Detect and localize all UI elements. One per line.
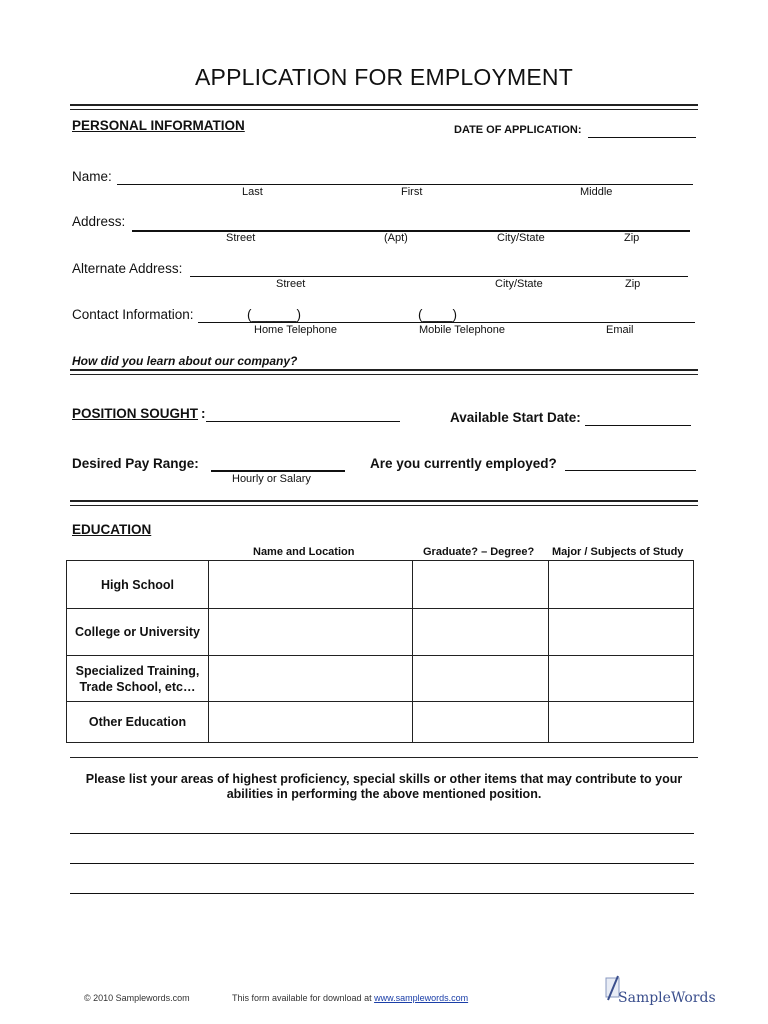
education-row-label: College or University: [67, 609, 209, 656]
currently-employed-label: Are you currently employed?: [370, 456, 557, 471]
name-label: Name:: [72, 169, 112, 184]
title-rule-top: [70, 104, 698, 106]
footer-download-link[interactable]: www.samplewords.com: [374, 993, 469, 1003]
pay-range-caption: Hourly or Salary: [232, 473, 311, 485]
education-major-cell[interactable]: [549, 561, 694, 609]
table-row: [67, 702, 694, 743]
education-name-location-cell[interactable]: [209, 702, 413, 743]
contact-information-field[interactable]: [198, 322, 695, 323]
table-row: [67, 656, 694, 702]
desired-pay-range-label: Desired Pay Range:: [72, 456, 199, 471]
section-rule-position-bottom: [70, 505, 698, 506]
education-name-location-cell[interactable]: [209, 561, 413, 609]
education-major-cell[interactable]: [549, 702, 694, 743]
contact-information-label: Contact Information:: [72, 307, 194, 322]
footer-copyright: © 2010 Samplewords.com: [84, 993, 190, 1003]
address-field[interactable]: [132, 230, 690, 232]
education-degree-cell[interactable]: [413, 561, 549, 609]
available-start-date-label: Available Start Date:: [450, 410, 581, 425]
education-row-label: High School: [67, 561, 209, 609]
education-name-location-cell[interactable]: [209, 656, 413, 702]
name-caption-first: First: [401, 186, 423, 198]
position-sought-label: POSITION SOUGHT: [72, 406, 199, 421]
address-caption-zip: Zip: [624, 232, 640, 244]
section-rule-education: [70, 757, 698, 758]
alternate-address-field[interactable]: [190, 276, 688, 277]
home-telephone-area-code: (______): [247, 307, 302, 322]
address-caption-city-state: City/State: [497, 232, 545, 244]
education-name-location-cell[interactable]: [209, 609, 413, 656]
alt-address-caption-city-state: City/State: [495, 278, 543, 290]
date-of-application-label: DATE OF APPLICATION:: [454, 124, 582, 136]
alt-address-caption-zip: Zip: [625, 278, 641, 290]
name-caption-middle: Middle: [580, 186, 613, 198]
table-row: [67, 609, 694, 656]
logo-text: SampleWords: [618, 990, 716, 1006]
mobile-telephone-area-code: (____): [418, 307, 458, 322]
name-caption-last: Last: [242, 186, 263, 198]
how-did-you-learn-label: How did you learn about our company?: [72, 354, 298, 368]
footer-download-text: This form available for download at: [232, 993, 375, 1003]
address-label: Address:: [72, 214, 126, 229]
alt-address-caption-street: Street: [276, 278, 306, 290]
education-column-name-location: Name and Location: [253, 546, 355, 558]
desired-pay-range-field[interactable]: [211, 470, 345, 472]
alternate-address-label: Alternate Address:: [72, 261, 183, 276]
date-of-application-field[interactable]: [588, 137, 696, 138]
skills-line-2[interactable]: [70, 863, 694, 864]
how-did-you-learn-field[interactable]: [70, 369, 698, 371]
education-degree-cell[interactable]: [413, 702, 549, 743]
address-caption-apt: (Apt): [384, 232, 408, 244]
position-sought-field[interactable]: [206, 421, 400, 422]
footer-download: [232, 993, 468, 1003]
education-major-cell[interactable]: [549, 609, 694, 656]
skills-line-1[interactable]: [70, 833, 694, 834]
available-start-date-field[interactable]: [585, 425, 691, 426]
section-rule-position-top: [70, 500, 698, 502]
name-field[interactable]: [117, 184, 693, 185]
personal-information-heading: PERSONAL INFORMATION: [72, 118, 245, 133]
education-row-label: Specialized Training, Trade School, etc…: [67, 656, 209, 702]
education-major-cell[interactable]: [549, 656, 694, 702]
education-column-graduate-degree: Graduate? – Degree?: [423, 546, 535, 558]
position-sought-colon: :: [201, 406, 206, 421]
education-row-label: Other Education: [67, 702, 209, 743]
address-caption-street: Street: [226, 232, 256, 244]
contact-caption-home-telephone: Home Telephone: [254, 324, 337, 336]
section-rule-personal: [70, 374, 698, 375]
education-column-major: Major / Subjects of Study: [552, 546, 684, 558]
skills-instructions: Please list your areas of highest proficiency, special skills or other items that may contribute to your abilities in performing the above mentioned position.: [85, 772, 683, 801]
contact-caption-email: Email: [606, 324, 634, 336]
table-row: [67, 561, 694, 609]
education-degree-cell[interactable]: [413, 609, 549, 656]
skills-line-3[interactable]: [70, 893, 694, 894]
education-table: [66, 560, 694, 743]
page-title: APPLICATION FOR EMPLOYMENT: [195, 64, 573, 90]
education-degree-cell[interactable]: [413, 656, 549, 702]
contact-caption-mobile-telephone: Mobile Telephone: [419, 324, 506, 336]
currently-employed-field[interactable]: [565, 470, 696, 471]
education-heading: EDUCATION: [72, 522, 152, 537]
title-rule-bottom: [70, 109, 698, 110]
